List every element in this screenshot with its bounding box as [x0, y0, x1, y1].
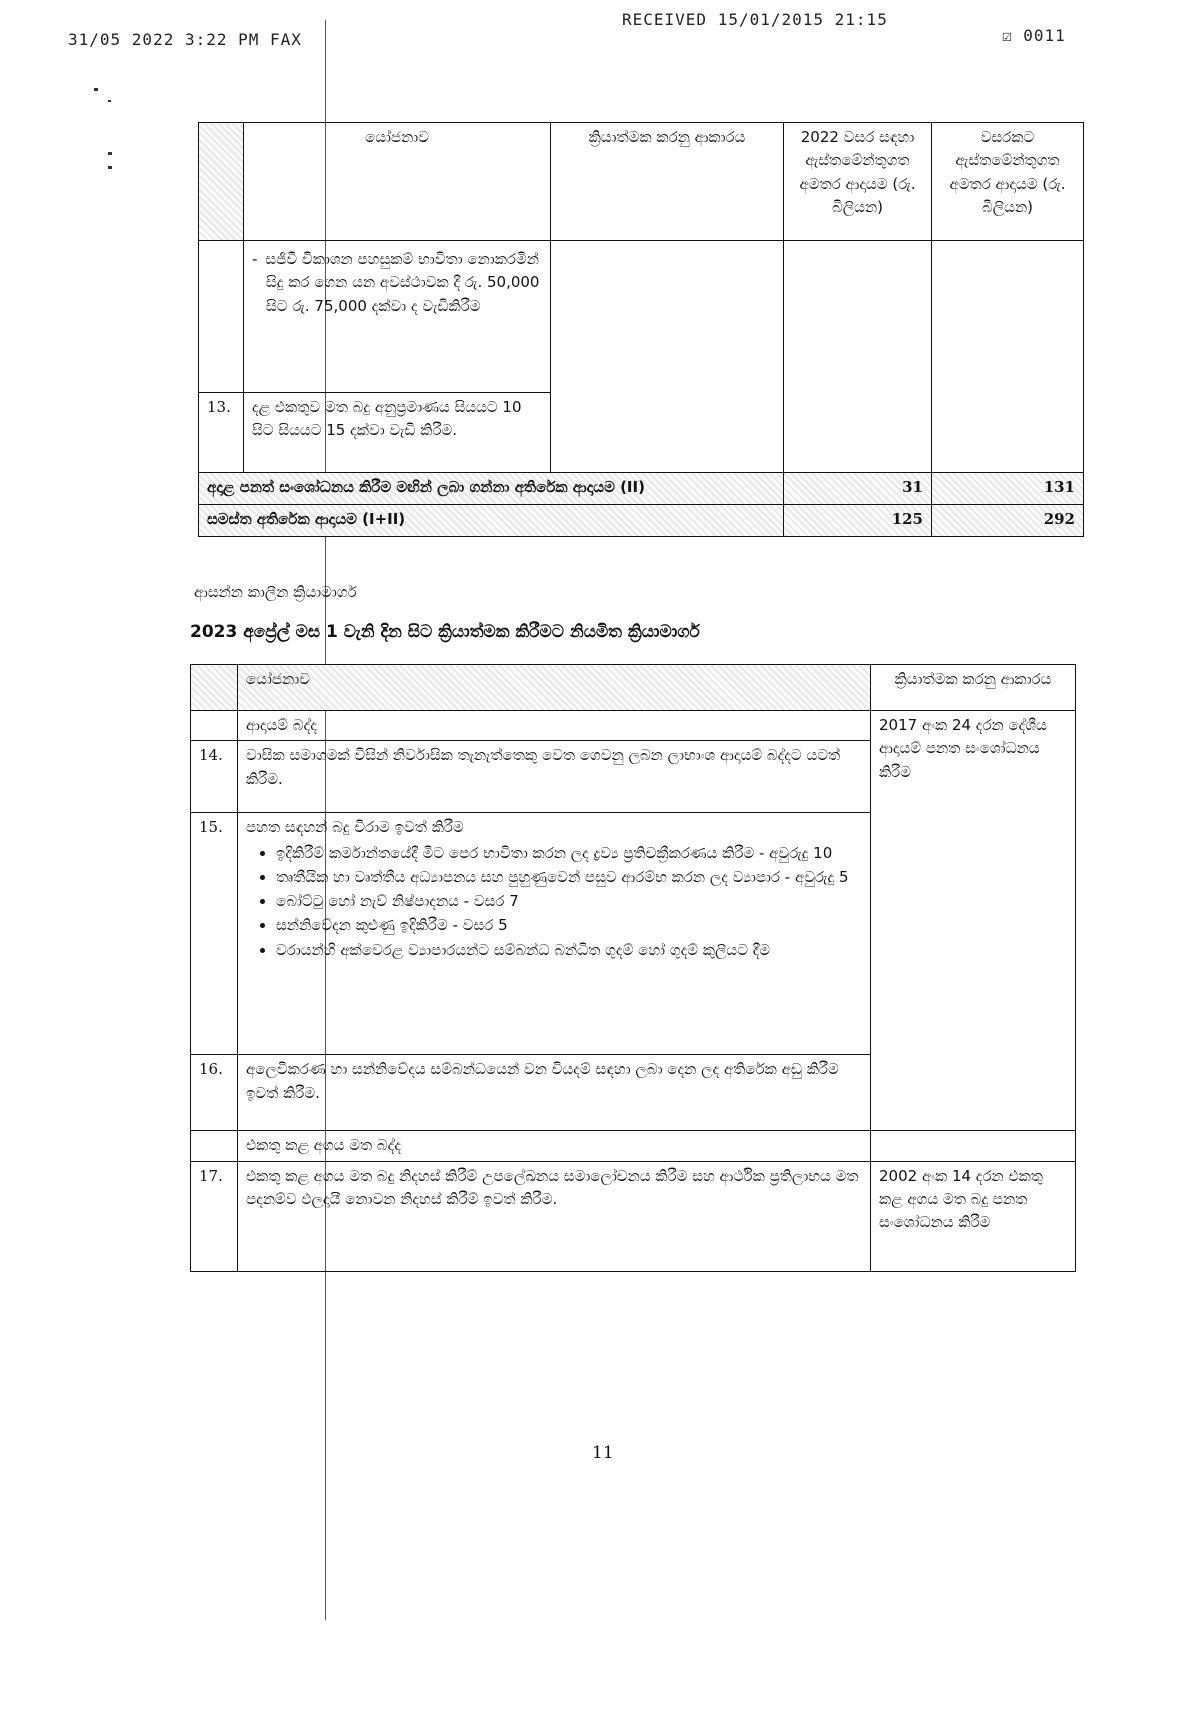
received-stamp: RECEIVED 15/01/2015 21:15	[622, 10, 888, 29]
table-row	[191, 1161, 1076, 1271]
row-number: 16.	[191, 1055, 238, 1131]
proposal-cell	[238, 813, 871, 1055]
section-label: එකතු කළ අගය මත බද්ද	[238, 1131, 871, 1161]
scan-speck	[94, 88, 98, 91]
proposal-cell: වාසික සමාගමක් විසින් නිර්වාසික තැනැත්තෙකු වෙත ගෙවනු ලබන ලාභාංශ ආදායම් බද්දට යටත් කිරීම.	[238, 741, 871, 813]
tax-holiday-list	[246, 842, 862, 962]
subtotal-annual: 131	[932, 473, 1084, 505]
fax-timestamp: 31/05 2022 3:22 PM FAX	[68, 30, 302, 49]
scan-speck	[108, 166, 112, 169]
row-number: 13.	[199, 393, 244, 473]
proposal-cell: දළ එකතුව මත බදු අනුප්‍රමාණය සියයට 10 සිට සියයට 15 දක්වා වැඩි කිරීම.	[244, 393, 551, 473]
proposal-cell	[244, 241, 551, 393]
subtotal-2022: 31	[784, 473, 932, 505]
implementation-cell: 2002 අංක 14 දරන එකතු කළ අගය මත බදු පනත සංශෝධනය කිරීම	[871, 1161, 1076, 1271]
total-2022: 125	[784, 505, 932, 537]
total-label: සමස්ත අතිරේක ආදායම (I+II)	[199, 505, 784, 537]
list-item: • සන්නිවේදන කුළුණු ඉදිකිරීම - වසර 5	[276, 914, 862, 937]
page-number: 11	[592, 1443, 614, 1463]
header-revenue-2022: 2022 වසර සඳහා ඇස්තමේන්තුගත අමතර ආදායම (රු. බිලියන)	[784, 123, 932, 241]
row-number: 14.	[191, 741, 238, 813]
list-item: - සජීවී විකාශන පහසුකම් භාවිතා නොකරමින් සිදු කර ගෙන යන අවස්ථාවක දී රු. 50,000 සිට රු. 75,000 දක්වා ද වැඩිකිරීම	[266, 248, 542, 318]
header-implementation: ක්‍රියාත්මක කරනු ආකාරය	[871, 665, 1076, 711]
section-row	[191, 1131, 1076, 1161]
proposal-title: පහත සඳහන් බදු විරාම ඉවත් කිරීම	[246, 818, 464, 837]
implementation-cell: 2017 අංක 24 දරන දේශීය ආදායම් පනත සංශෝධනය කිරීම	[871, 711, 1076, 1131]
measures-table	[190, 664, 1076, 1272]
proposal-cell: අලෙවිකරණ හා සන්නිවේදය සම්බන්ධයෙන් වන වියදම් සඳහා ලබා දෙන ලද අතිරේක අඩු කිරීම ඉවත් කිරීම.	[238, 1055, 871, 1131]
subtotal-label: අදාළ පනත් සංශෝධනය කිරීම මඟින් ලබා ගන්නා අතිරේක ආදායම (II)	[199, 473, 784, 505]
list-item: • බෝට්ටු හෝ නැව් නිෂ්පාදනය - වසර 7	[276, 890, 862, 913]
header-no-cell	[199, 123, 244, 241]
page-code: ☑ 0011	[1002, 26, 1066, 45]
subtotal-row	[199, 473, 1084, 505]
scan-speck	[108, 100, 111, 102]
scan-speck	[108, 152, 112, 155]
header-implementation: ක්‍රියාත්මක කරනු ආකාරය	[551, 123, 784, 241]
table-row	[199, 241, 1084, 393]
header-proposal: යෝජනාව	[244, 123, 551, 241]
header-no-cell	[191, 665, 238, 711]
table-header-row	[191, 665, 1076, 711]
list-item: • ඉදිකිරීම් කර්මාන්තයේදී මීට පෙර භාවිතා කරන ලද ද්‍රව්‍ය ප්‍රතිචක්‍රීකරණය කිරීම - අවුරුදු 10	[276, 842, 862, 865]
table-header-row	[199, 123, 1084, 241]
header-revenue-annual: වසරකට ඇස්තමේන්තුගත අමතර ආදායම (රු. බිලියන)	[932, 123, 1084, 241]
total-row	[199, 505, 1084, 537]
total-annual: 292	[932, 505, 1084, 537]
list-item: • තෘතීයික හා වෘත්තීය අධ්‍යාපනය සහ පුහුණුවෙන් පසුව ආරම්භ කරන ලද ව්‍යාපාර - අවුරුදු 5	[276, 866, 862, 889]
section-label: ආදායම් බද්ද	[238, 711, 871, 741]
row-number: 15.	[191, 813, 238, 1055]
revenue-table	[198, 122, 1084, 537]
header-proposal: යෝජනාව	[238, 665, 871, 711]
list-item: • වරායන්හි අක්වෙරළ ව්‍යාපාරයන්ට සම්බන්ධ බන්ධිත ගුදම් හෝ ගුදම් කුලියට දීම	[276, 939, 862, 962]
proposal-cell: එකතු කළ අගය මත බදු නිදහස් කිරීම් උපලේඛනය සමාලෝචනය කිරීම සහ ආර්ථික ප්‍රතිලාභය මත පදනම්ව ඵලදායී නොවන නිදහස් කිරීම් ඉවත් කිරීම.	[238, 1161, 871, 1271]
subsection-heading: 2023 අප්‍රේල් මස 1 වැනි දින සිට ක්‍රියාත්මක කිරීමට නියමිත ක්‍රියාමාර්ග	[190, 622, 700, 642]
section-heading: ආසන්න කාලීන ක්‍රියාමාර්ග	[194, 583, 357, 601]
row-number: 17.	[191, 1161, 238, 1271]
section-row	[191, 711, 1076, 741]
